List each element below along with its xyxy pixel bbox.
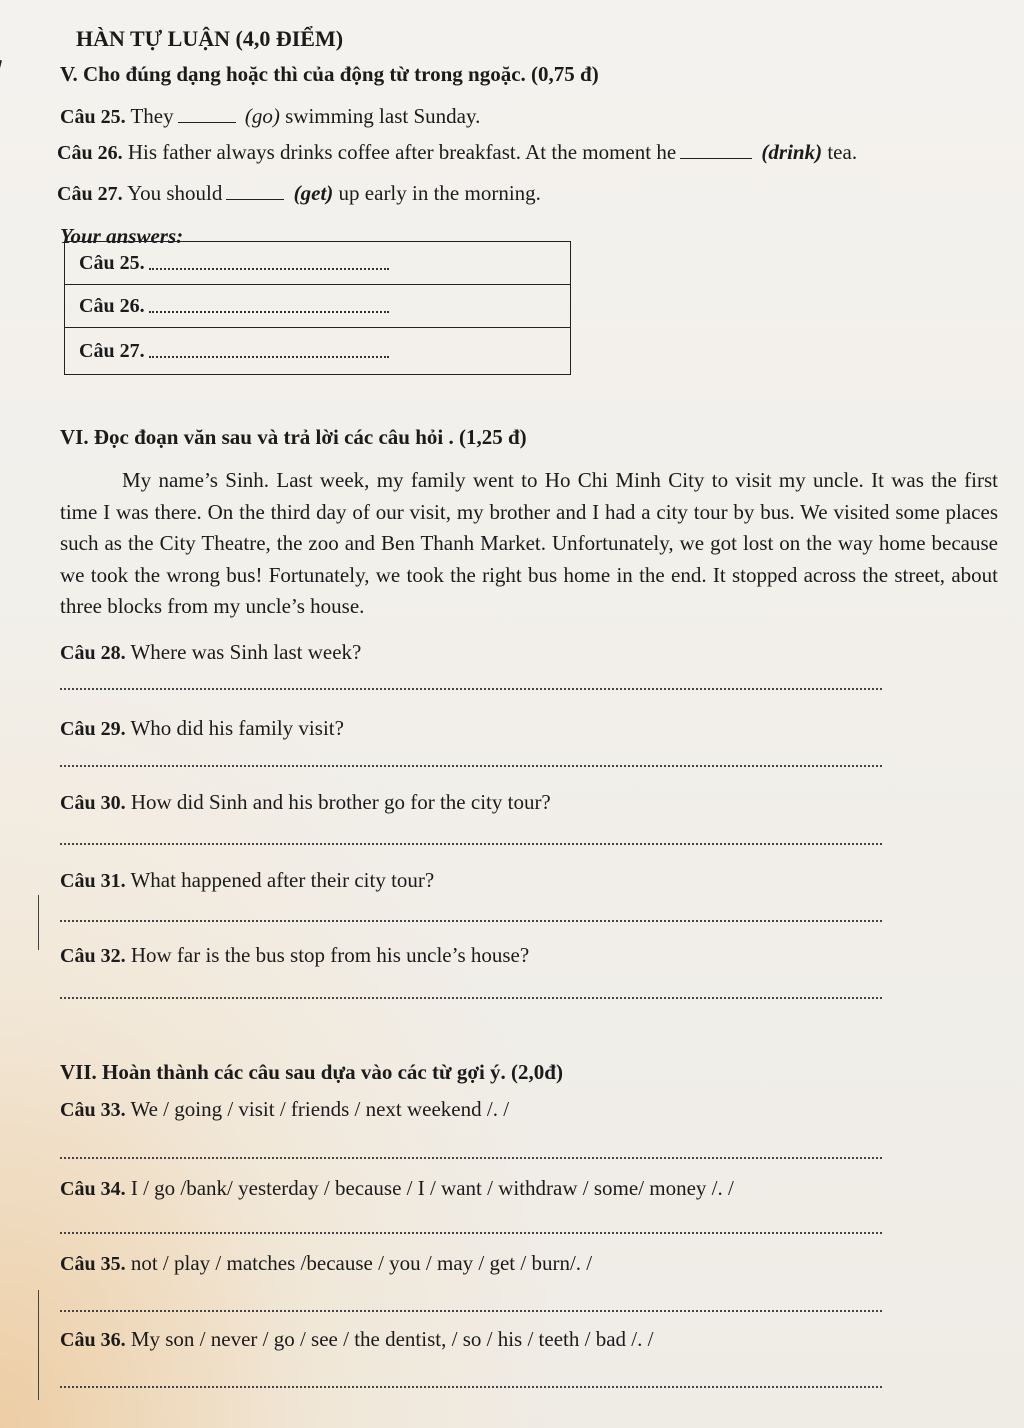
answer-row-26[interactable]	[65, 285, 570, 328]
section-v-title: V. Cho đúng dạng hoặc thì của động từ trong ngoặc. (0,75 đ)	[60, 62, 599, 86]
answers-title: Your answers:	[60, 224, 184, 248]
question-text-before: They	[130, 104, 174, 128]
margin-mark	[38, 895, 39, 950]
answer-row-27[interactable]	[65, 328, 570, 374]
question-label: Câu 28.	[60, 642, 126, 664]
question-29	[60, 716, 344, 741]
question-text: My son / never / go / see / the dentist, / so / his / teeth / bad /. /	[130, 1327, 654, 1351]
question-text: I / go /bank/ yesterday / because / I / want / withdraw / some/ money /. /	[130, 1176, 734, 1200]
answer-label: Câu 26.	[79, 294, 145, 317]
answer-line[interactable]	[149, 256, 389, 270]
question-label: Câu 35.	[60, 1253, 126, 1275]
answer-line-32[interactable]	[60, 997, 882, 999]
answer-label: Câu 27.	[79, 339, 145, 362]
question-35	[60, 1251, 592, 1276]
question-label: Câu 34.	[60, 1178, 126, 1200]
question-text: We / going / visit / friends / next weekend /. /	[130, 1097, 510, 1121]
question-label: Câu 29.	[60, 718, 126, 740]
question-text-after: swimming last Sunday.	[285, 104, 481, 128]
question-36	[60, 1327, 653, 1352]
question-text: not / play / matches /because / you / may / get / burn/. /	[130, 1251, 593, 1275]
question-label: Câu 31.	[60, 870, 126, 892]
verb-hint: (get)	[293, 181, 334, 205]
answer-line-31[interactable]	[60, 920, 882, 922]
reading-passage	[60, 465, 998, 623]
question-25	[60, 104, 480, 129]
question-text-after: tea.	[827, 140, 858, 164]
fill-blank[interactable]	[226, 185, 284, 200]
answer-line-34[interactable]	[60, 1232, 882, 1234]
answer-line-28[interactable]	[60, 688, 882, 690]
question-32	[60, 943, 529, 968]
margin-mark	[38, 1290, 39, 1400]
question-text-before: His father always drinks coffee after breakfast. At the moment he	[127, 140, 677, 164]
question-text: How far is the bus stop from his uncle’s house?	[130, 943, 530, 967]
answers-table	[64, 241, 571, 375]
question-27	[57, 181, 541, 206]
answer-label: Câu 25.	[79, 251, 145, 274]
part-header: HÀN TỰ LUẬN (4,0 ĐIỂM)	[76, 26, 344, 51]
answer-line[interactable]	[149, 299, 389, 313]
question-label: Câu 30.	[60, 792, 126, 814]
question-label: Câu 32.	[60, 945, 126, 967]
question-text: Who did his family visit?	[130, 716, 344, 740]
question-label: Câu 25.	[60, 106, 126, 128]
question-label: Câu 26.	[57, 142, 123, 164]
question-30	[60, 790, 551, 815]
section-vii-title: VII. Hoàn thành các câu sau dựa vào các từ gợi ý. (2,0đ)	[60, 1060, 563, 1084]
question-31	[60, 868, 434, 893]
answer-row-25[interactable]	[65, 242, 570, 285]
section-vi-title: VI. Đọc đoạn văn sau và trả lời các câu hỏi . (1,25 đ)	[60, 425, 527, 449]
verb-hint: (drink)	[761, 140, 823, 164]
question-text: Where was Sinh last week?	[130, 640, 362, 664]
question-text: What happened after their city tour?	[130, 868, 435, 892]
question-text-before: You should	[127, 181, 223, 205]
answer-line-36[interactable]	[60, 1386, 882, 1388]
passage-text: My name’s Sinh. Last week, my family went to Ho Chi Minh City to visit my uncle. It was the first time I was there. On the third day of our visit, my brother and I had a city tour by bus. We visited some places such as the City Theatre, the zoo and Ben Thanh Market. Unfortunately, we got lost on the way home because we took the wrong bus! Fortunately, we took the right bus home in the end. It stopped across the street, about three blocks from my uncle’s house.	[60, 468, 998, 618]
question-33	[60, 1097, 509, 1122]
question-label: Câu 36.	[60, 1329, 126, 1351]
question-label: Câu 33.	[60, 1099, 126, 1121]
question-26	[57, 140, 857, 165]
answer-line-33[interactable]	[60, 1157, 882, 1159]
question-28	[60, 640, 361, 665]
answer-line-35[interactable]	[60, 1310, 882, 1312]
question-text: How did Sinh and his brother go for the city tour?	[130, 790, 551, 814]
fold-line-decoration	[0, 60, 2, 206]
question-34	[60, 1176, 734, 1201]
answer-line-29[interactable]	[60, 765, 882, 767]
question-text-after: up early in the morning.	[338, 181, 541, 205]
verb-hint: (go)	[244, 104, 280, 128]
fill-blank[interactable]	[178, 108, 236, 123]
question-label: Câu 27.	[57, 183, 123, 205]
answer-line[interactable]	[149, 344, 389, 358]
fill-blank[interactable]	[680, 144, 752, 159]
answer-line-30[interactable]	[60, 843, 882, 845]
